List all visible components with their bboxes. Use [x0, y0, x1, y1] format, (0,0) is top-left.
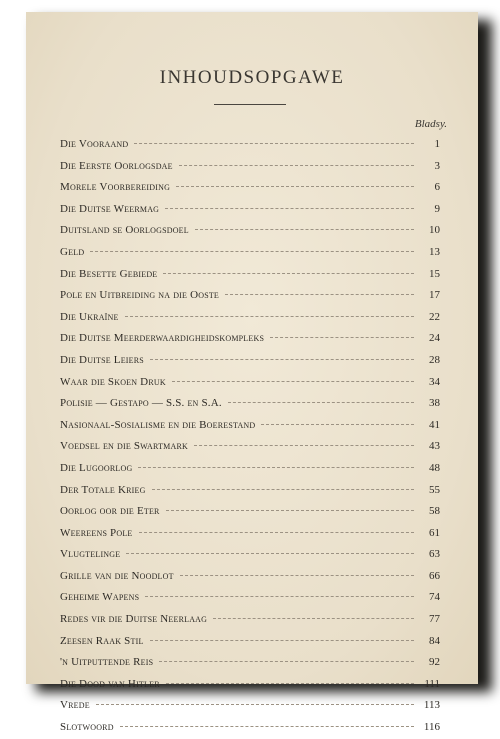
toc-leader-dots	[172, 381, 414, 382]
toc-entry-title: Morele Voorbereiding	[60, 181, 171, 194]
toc-entry-page: 38	[429, 397, 440, 410]
toc-entry-page: 77	[429, 613, 440, 626]
toc-entry-title: Die Duitse Weermag	[60, 202, 160, 215]
toc-entry-page: 24	[429, 332, 440, 345]
toc-entry	[60, 695, 440, 717]
toc-entry-title: Oorlog oor die Eter	[60, 505, 160, 518]
toc-leader-dots	[152, 489, 414, 490]
table-of-contents	[60, 134, 440, 739]
toc-entry	[60, 652, 440, 674]
toc-entry	[60, 458, 440, 480]
toc-entry	[60, 199, 440, 221]
toc-entry-title: Waar die Skoen Druk	[60, 375, 166, 388]
toc-leader-dots	[166, 683, 414, 684]
page-title: INHOUDSOPGAWE	[159, 67, 345, 88]
toc-entry-page: 111	[424, 677, 440, 690]
toc-entry-title: Der Totale Krieg	[60, 483, 146, 496]
toc-entry-title: Die Eerste Oorlogsdae	[60, 159, 173, 172]
toc-entry-title: Die Dood van Hitler	[60, 677, 160, 690]
toc-entry-title: Die Lugoorlog	[60, 461, 133, 474]
toc-entry-page: 34	[429, 375, 440, 388]
toc-entry-title: Duitsland se Oorlogsdoel	[60, 224, 189, 237]
toc-leader-dots	[195, 229, 414, 230]
toc-entry-page: 15	[429, 267, 440, 280]
toc-entry-page: 113	[423, 699, 440, 712]
toc-entry-title: Die Duitse Leiers	[60, 353, 144, 366]
toc-entry	[60, 307, 440, 329]
toc-entry-page: 9	[434, 202, 440, 215]
toc-entry-title: Die Besette Gebiede	[60, 267, 158, 280]
toc-entry	[60, 372, 440, 394]
toc-entry	[60, 436, 440, 458]
toc-entry-page: 41	[429, 418, 440, 431]
toc-leader-dots	[180, 575, 414, 576]
toc-entry	[60, 609, 440, 631]
toc-entry	[60, 717, 440, 739]
toc-entry	[60, 674, 440, 696]
toc-entry-page: 58	[429, 505, 440, 518]
toc-entry	[60, 285, 440, 307]
toc-entry-page: 10	[429, 224, 440, 237]
toc-entry-title: Geld	[60, 245, 85, 258]
toc-entry-title: Die Vooraand	[60, 138, 129, 150]
toc-entry	[60, 264, 440, 286]
toc-leader-dots	[159, 661, 414, 662]
toc-leader-dots	[166, 510, 414, 511]
book-page	[26, 12, 478, 734]
toc-entry	[60, 220, 440, 242]
toc-entry-page: 43	[429, 440, 440, 453]
toc-entry-title: Slotwoord	[60, 721, 114, 734]
toc-entry-title: Weereens Pole	[60, 526, 133, 539]
toc-entry-page: 84	[429, 634, 440, 647]
toc-entry-page: 92	[429, 656, 440, 669]
toc-entry	[60, 480, 440, 502]
toc-entry-page: 6	[434, 181, 440, 194]
toc-entry	[60, 544, 440, 566]
toc-entry	[60, 501, 440, 523]
title-divider	[214, 104, 286, 105]
toc-entry-title: Nasionaal-Sosialisme en die Boerestand	[60, 418, 256, 431]
toc-leader-dots	[90, 251, 414, 252]
toc-entry-page: 61	[429, 526, 440, 539]
toc-entry-title: Vrede	[60, 699, 90, 712]
toc-leader-dots	[138, 467, 414, 468]
toc-entry-title: Die Ukraïne	[60, 310, 119, 323]
toc-entry	[60, 631, 440, 653]
toc-entry-page: 22	[429, 310, 440, 323]
toc-leader-dots	[150, 640, 414, 641]
toc-entry-page: 3	[434, 159, 440, 172]
toc-entry-page: 63	[429, 548, 440, 561]
toc-entry-title: Die Duitse Meerderwaardigheidskompleks	[60, 332, 265, 345]
toc-leader-dots	[165, 208, 414, 209]
toc-entry	[60, 156, 440, 178]
toc-entry-title: 'n Uitputtende Reis	[60, 656, 154, 669]
toc-leader-dots	[120, 726, 414, 727]
toc-entry-page: 28	[429, 353, 440, 366]
toc-entry-page: 1	[434, 138, 440, 150]
toc-entry-title: Voedsel en die Swartmark	[60, 440, 188, 453]
toc-entry	[60, 566, 440, 588]
toc-entry-page: 74	[429, 591, 440, 604]
toc-entry	[60, 393, 440, 415]
toc-leader-dots	[126, 553, 414, 554]
toc-leader-dots	[228, 402, 414, 403]
toc-entry	[60, 523, 440, 545]
toc-leader-dots	[213, 618, 414, 619]
toc-entry-title: Grille van die Noodlot	[60, 569, 174, 582]
toc-leader-dots	[163, 273, 414, 274]
toc-leader-dots	[150, 359, 414, 360]
toc-leader-dots	[145, 596, 414, 597]
toc-leader-dots	[179, 165, 414, 166]
toc-entry-title: Zeesen Raak Stil	[60, 634, 144, 647]
toc-entry-page: 48	[429, 461, 440, 474]
toc-leader-dots	[270, 337, 414, 338]
toc-entry-page: 55	[429, 483, 440, 496]
toc-leader-dots	[139, 532, 414, 533]
toc-entry	[60, 242, 440, 264]
toc-leader-dots	[225, 294, 414, 295]
toc-leader-dots	[176, 186, 414, 187]
toc-entry-title: Pole en Uitbreiding na die Ooste	[60, 289, 220, 302]
toc-entry-page: 116	[423, 721, 440, 734]
toc-entry	[60, 415, 440, 437]
toc-entry	[60, 177, 440, 199]
toc-leader-dots	[125, 316, 414, 317]
page-column-header: Bladsy.	[414, 118, 447, 130]
toc-entry-title: Polisie — Gestapo — S.S. en S.A.	[60, 397, 222, 410]
toc-entry-page: 17	[429, 289, 440, 302]
toc-leader-dots	[261, 424, 414, 425]
toc-entry	[60, 134, 440, 156]
toc-entry-page: 13	[429, 245, 440, 258]
toc-leader-dots	[96, 704, 414, 705]
toc-entry-page: 66	[429, 569, 440, 582]
toc-entry	[60, 587, 440, 609]
toc-entry-title: Geheime Wapens	[60, 591, 140, 604]
toc-leader-dots	[194, 445, 414, 446]
toc-entry-title: Redes vir die Duitse Neerlaag	[60, 613, 208, 626]
toc-entry	[60, 328, 440, 350]
toc-entry	[60, 350, 440, 372]
toc-entry-title: Vlugtelinge	[60, 548, 121, 561]
toc-leader-dots	[134, 143, 414, 144]
